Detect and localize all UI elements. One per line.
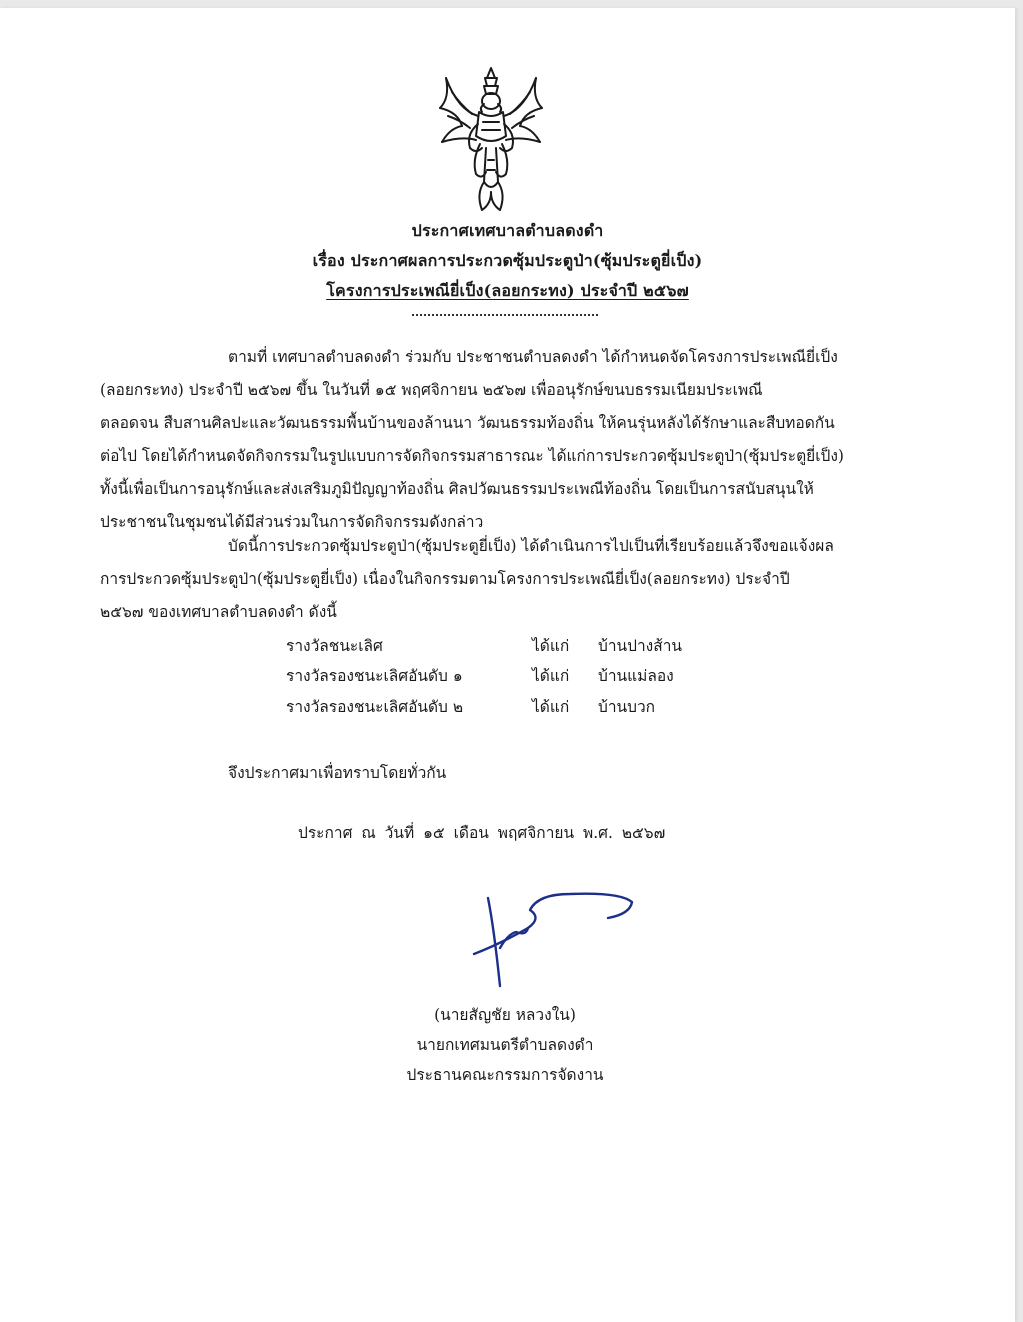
paragraph-1-line: ตามที่ เทศบาลตำบลดงดำ ร่วมกับ ประชาชนตำบลดงดำ ได้กำหนดจัดโครงการประเพณียี่เป็ง	[228, 348, 838, 366]
award-name: รางวัลรองชนะเลิศอันดับ ๑	[286, 667, 463, 685]
paragraph-2-line: ๒๕๖๗ ของเทศบาลตำบลดงดำ ดังนี้	[100, 603, 337, 621]
paragraph-2-line: การประกวดซุ้มประตูป่า(ซุ้มประตูยี่เป็ง) เนื่องในกิจกรรมตามโครงการประเพณียี่เป็ง(ลอยกระทง) ประจำปี	[100, 570, 790, 588]
paragraph-1-line: (ลอยกระทง) ประจำปี ๒๕๖๗ ขึ้น ในวันที่ ๑๕ พฤศจิกายน ๒๕๖๗ เพื่ออนุรักษ์ขนบธรรมเนียมประเพณี	[100, 381, 763, 399]
award-village: บ้านปางส้าน	[598, 637, 683, 655]
signature-block	[370, 1000, 640, 1090]
paragraph-1-line: ต่อไป โดยได้กำหนดจัดกิจกรรมในรูปแบบการจัดกิจกรรมสาธารณะ ได้แก่การประกวดซุ้มประตูป่า(ซุ้มประตูยี่เป็ง)	[100, 447, 844, 465]
award-name: รางวัลรองชนะเลิศอันดับ ๒	[286, 698, 464, 716]
award-got-label: ได้แก่	[532, 637, 570, 655]
announcement-subject: เรื่อง ประกาศผลการประกวดซุ้มประตูป่า(ซุ้มประตูยี่เป็ง)	[312, 251, 703, 270]
dotted-separator	[412, 314, 598, 316]
document-page	[0, 8, 1015, 1322]
garuda-emblem-svg	[432, 64, 550, 214]
award-got-label: ได้แก่	[532, 667, 570, 685]
paragraph-1-line: ประชาชนในชุมชนได้มีส่วนร่วมในการจัดกิจกรรมดังกล่าว	[100, 513, 484, 531]
award-got-label: ได้แก่	[532, 698, 570, 716]
announcement-date: ประกาศ ณ วันที่ ๑๕ เดือน พฤศจิกายน พ.ศ. ๒๕๖๗	[298, 824, 666, 842]
paragraph-1-line: ทั้งนี้เพื่อเป็นการอนุรักษ์และส่งเสริมภูมิปัญญาท้องถิ่น ศิลปวัฒนธรรมประเพณีท้องถิ่น โดยเป็นการสนับสนุนให้	[100, 480, 814, 498]
award-village: บ้านแม่ลอง	[598, 667, 674, 685]
signatory-role: ประธานคณะกรรมการจัดงาน	[406, 1066, 604, 1084]
award-name: รางวัลชนะเลิศ	[286, 637, 383, 655]
paragraph-1	[100, 341, 918, 539]
signatory-name: (นายสัญชัย หลวงใน)	[434, 1006, 576, 1024]
award-row	[0, 661, 1015, 691]
signatory-position: นายกเทศมนตรีตำบลดงดำ	[416, 1036, 594, 1054]
closing-statement: จึงประกาศมาเพื่อทราบโดยทั่วกัน	[228, 764, 447, 782]
award-village: บ้านบวก	[598, 698, 656, 716]
announcement-title: ประกาศเทศบาลตำบลดงดำ	[411, 221, 604, 240]
paragraph-2	[100, 530, 918, 629]
handwritten-signature-icon	[470, 888, 645, 993]
project-title: โครงการประเพณียี่เป็ง(ลอยกระทง) ประจำปี ๒๕๖๗	[326, 281, 689, 300]
signature-svg	[470, 888, 645, 993]
award-row	[0, 631, 1015, 661]
garuda-emblem-icon	[432, 64, 550, 214]
paragraph-2-line: บัดนี้การประกวดซุ้มประตูป่า(ซุ้มประตูยี่เป็ง) ได้ดำเนินการไปเป็นที่เรียบร้อยแล้วจึงขอแจ้งผล	[228, 537, 834, 555]
award-row	[0, 692, 1015, 722]
paragraph-1-line: ตลอดจน สืบสานศิลปะและวัฒนธรรมพื้นบ้านของล้านนา วัฒนธรรมท้องถิ่น ให้คนรุ่นหลังได้รักษาและสืบทอดกัน	[100, 414, 835, 432]
title-block	[0, 216, 1015, 306]
